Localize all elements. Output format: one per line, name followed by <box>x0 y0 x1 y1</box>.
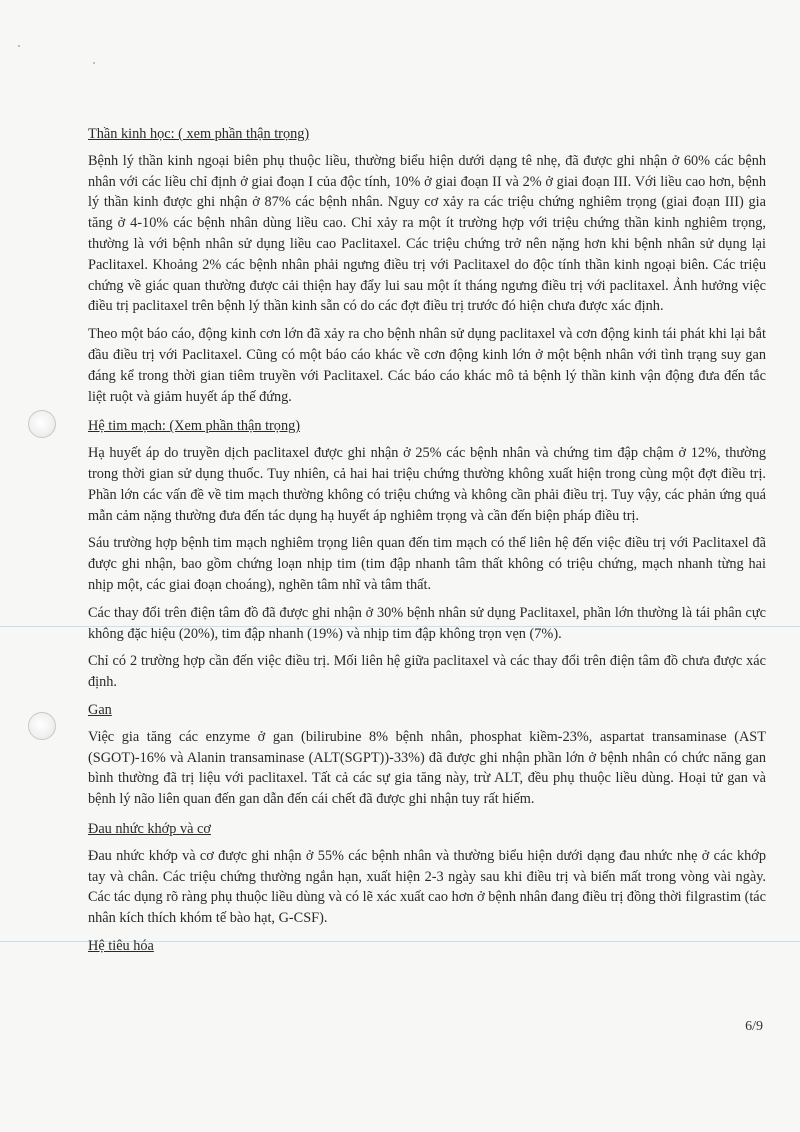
section-heading: Hệ tiêu hóa <box>88 937 154 954</box>
section-digestive-system <box>88 936 766 957</box>
paragraph: Đau nhức khớp và cơ được ghi nhận ở 55% các bệnh nhân và thường biểu hiện dưới dạng đau nhức nhẹ ở các khớp tay và chân. Các triệu chứng thường ngắn hạn, xuất hiện 2-3 ngày sau khi điều trị và biến mất trong vòng vài ngày. Các tác dụng rõ ràng phụ thuộc liều dùng và có lẽ xác xuất cao hơn ở bệnh nhân đang điều trị đồng thời filgrastim (tác nhân kích thích khóm tế bào hạt, G-CSF). <box>88 847 766 927</box>
section-heading: Hệ tim mạch: (Xem phần thận trọng) <box>88 418 301 435</box>
section-liver <box>88 700 766 810</box>
paragraph: Theo một báo cáo, động kinh cơn lớn đã xảy ra cho bệnh nhân sử dụng paclitaxel và cơn động kinh tái phát khi lại bắt đầu điều trị với Paclitaxel. Cũng có một báo cáo khác về cơn động kinh lớn ở một bệnh nhân với tình trạng suy gan đáng kể trong thời gian tiêm truyền với Paclitaxel. Các báo cáo khác mô tả bệnh lý thần kinh vận động đưa đến tắc liệt ruột và giảm huyết áp thế đứng. <box>88 326 766 405</box>
section-heading: Đau nhức khớp và cơ <box>88 820 211 837</box>
paragraph: Chỉ có 2 trường hợp cần đến việc điều trị. Mối liên hệ giữa paclitaxel và các thay đổi trên điện tâm đồ chưa được xác định. <box>88 653 766 691</box>
section-heading: Thần kinh học: ( xem phần thận trọng) <box>88 126 310 142</box>
paragraph: Bệnh lý thần kinh ngoại biên phụ thuộc liều, thường biểu hiện dưới dạng tê nhẹ, đã được ghi nhận ở 60% các bệnh nhân với các liều chỉ định ở giai đoạn I của độc tính, 10% ở giai đoạn II và 2% ở giai đoạn III. Với liều cao hơn, bệnh lý thần kinh được ghi nhận ở 87% các bệnh nhân. Nguy cơ xảy ra các triệu chứng nghiêm trọng (giai đoạn III) gia tăng ở 4-10% các bệnh nhân dùng liều cao. Chỉ xảy ra một ít trường hợp với triệu chứng thần kinh nghiêm trọng, thường là với bệnh nhân sử dụng liều cao Paclitaxel. Các triệu chứng trở nên nặng hơn khi bệnh nhân sử dụng lại Paclitaxel. Khoảng 2% các bệnh nhân phải ngưng điều trị với Paclitaxel do độc tính thần kinh ngoại biên. Các triệu chứng về giác quan thường được cải thiện hay đẩy lui sau một ít tháng ngưng điều trị với paclitaxel. Ảnh hưởng việc điều trị paclitaxel trên bệnh lý thần kinh sẵn có do các đợt điều trị trước đó hiện chưa được xác định. <box>88 152 766 315</box>
paragraph: Các thay đổi trên điện tâm đồ đã được ghi nhận ở 30% bệnh nhân sử dụng Paclitaxel, phần lớn thường là tái phân cực không đặc hiệu (20%), tim đập nhanh (19%) và nhịp tim đập không trọn vẹn (7%). <box>88 604 766 642</box>
document-body <box>88 124 766 963</box>
punch-hole-mark <box>28 712 56 740</box>
section-joint-muscle-pain <box>88 819 766 929</box>
paragraph: Sáu trường hợp bệnh tim mạch nghiêm trọng liên quan đến tim mạch có thể liên hệ đến việc điều trị với Paclitaxel đã được ghi nhận, bao gồm chứng loạn nhịp tim (tim đập nhanh tâm thất không có triệu chứng, mạch nhanh từng hai nhịp một, các giai đoạn choáng), nghẽn tâm nhĩ và tâm thất. <box>88 535 766 593</box>
page-number: 6/9 <box>745 1019 763 1034</box>
paragraph: Việc gia tăng các enzyme ở gan (bilirubine 8% bệnh nhân, phosphat kiềm-23%, aspartat transaminase (AST (SGOT)-16% và Alanin transaminase (ALT(SGPT))-33%) đã được ghi nhận phần lớn ở bệnh nhân có chức năng gan bình thường đã trị liệu với paclitaxel. Tất cả các sự gia tăng này, trừ ALT, đều phụ thuộc liều dùng. Hoại tử gan và bệnh lý não liên quan đến gan dẫn đến cái chết đã được ghi nhận tuy rất hiếm. <box>88 728 766 808</box>
section-cardiovascular <box>88 416 766 693</box>
scan-speck <box>93 62 95 64</box>
section-neurology <box>88 124 766 407</box>
scan-speck <box>18 45 20 47</box>
paragraph: Hạ huyết áp do truyền dịch paclitaxel được ghi nhận ở 25% các bệnh nhân và chứng tim đập chậm ở 12%, thường trong thời gian sử dụng thuốc. Tuy nhiên, cả hai hai triệu chứng thường không xuất hiện trong cùng một đợt điều trị. Phần lớn các vấn đề về tim mạch thường không có triệu chứng và không cần phải điều trị. Tuy vậy, các phản ứng quá mẫn cảm nặng thường đưa đến tác dụng hạ huyết áp nghiêm trọng và cần đến biện pháp điều trị. <box>88 445 766 524</box>
punch-hole-mark <box>28 410 56 438</box>
section-heading: Gan <box>88 701 112 718</box>
